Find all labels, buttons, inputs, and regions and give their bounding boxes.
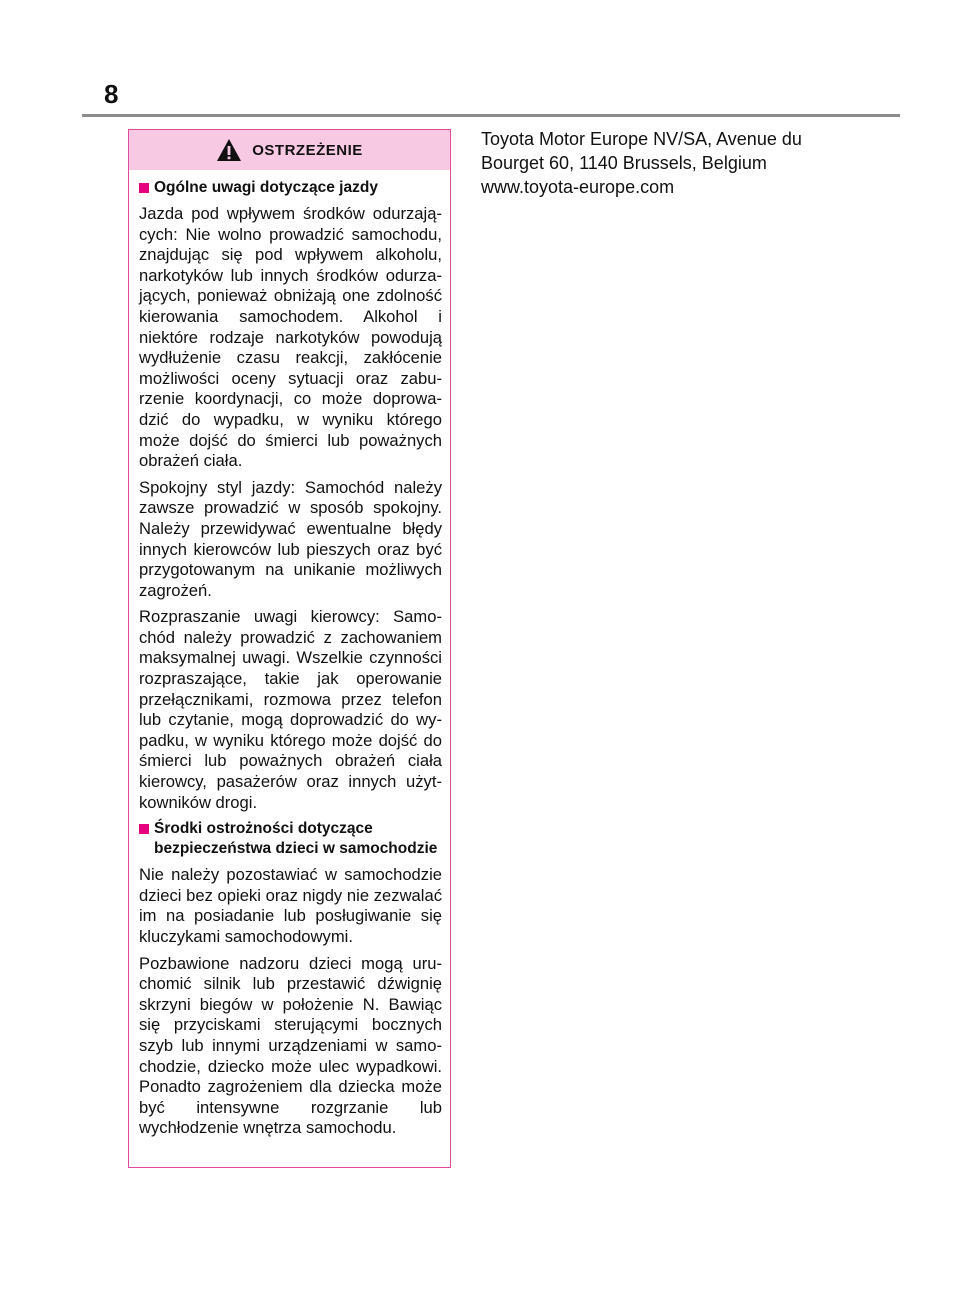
section-heading-text: Ogólne uwagi dotyczące jazdy (154, 179, 378, 196)
warning-title: OSTRZEŻENIE (252, 141, 363, 159)
page-number: 8 (104, 79, 119, 109)
section-heading-text: Środki ostrożności dotyczące bezpieczeństwa dzieci w samochodzie (154, 820, 438, 858)
section-heading-general (139, 178, 442, 198)
header-rule (82, 114, 900, 117)
paragraph: Rozpraszanie uwagi kierowcy: Samochód należy prowadzić z zachowaniem maksymalnej uwagi. Wszelkie czynności rozpraszające, takie jak operowanie przełącznikami, rozmowa przez telefon lub czytanie, mogą doprowadzić do wypadku, w wyniku którego może dojść do śmierci lub poważnych obrażeń ciała kierowcy, pasażerów oraz innych użytkowników drogi. (139, 607, 442, 812)
paragraph: Spokojny styl jazdy: Samochód należy zawsze prowadzić w sposób spokojny. Należy przewidywać ewentualne błędy innych kierowców lub pieszych oraz być przygotowanym na unikanie możliwych zagrożeń. (139, 477, 442, 600)
publisher-info: Toyota Motor Europe NV/SA, Avenue du Bourget 60, 1140 Brussels, Belgium www.toyota-europe.com (481, 129, 802, 197)
paragraph: Pozbawione nadzoru dzieci mogą uruchomić silnik lub przestawić dźwignię skrzyni biegów w położenie N. Bawiąc się przyciskami sterującymi bocznych szyb lub innymi urządzeniami w samochodzie, dziecko może ulec wypadkowi. Ponadto zagrożeniem dla dziecka może być intensywne rozgrzanie lub wychłodzenie wnętrza samochodu. (139, 953, 442, 1138)
paragraph: Nie należy pozostawiać w samochodzie dzieci bez opieki oraz nigdy nie zezwalać im na posiadanie lub posługiwanie się kluczykami samochodowymi. (139, 865, 442, 946)
paragraph: Jazda pod wpływem środków odurzających: Nie wolno prowadzić samochodu, znajdując się pod wpływem alkoholu, narkotyków lub innych środków odurzających, ponieważ obniżają one zdolność kierowania samochodem. Alkohol i niektóre rodzaje narkotyków powodują wydłużenie czasu reakcji, zakłócenie możliwości oceny sytuacji oraz zaburzenie koordynacji, co może doprowadzić do wypadku, w wyniku którego może dojść do śmierci lub poważnych obrażeń ciała. (139, 204, 442, 471)
warning-triangle-icon (216, 138, 242, 162)
warning-content (129, 170, 450, 1139)
warning-box (128, 129, 451, 1168)
heading-bullet (139, 824, 149, 834)
heading-bullet (139, 183, 149, 193)
section-heading-children (139, 819, 442, 859)
warning-header (129, 130, 450, 170)
